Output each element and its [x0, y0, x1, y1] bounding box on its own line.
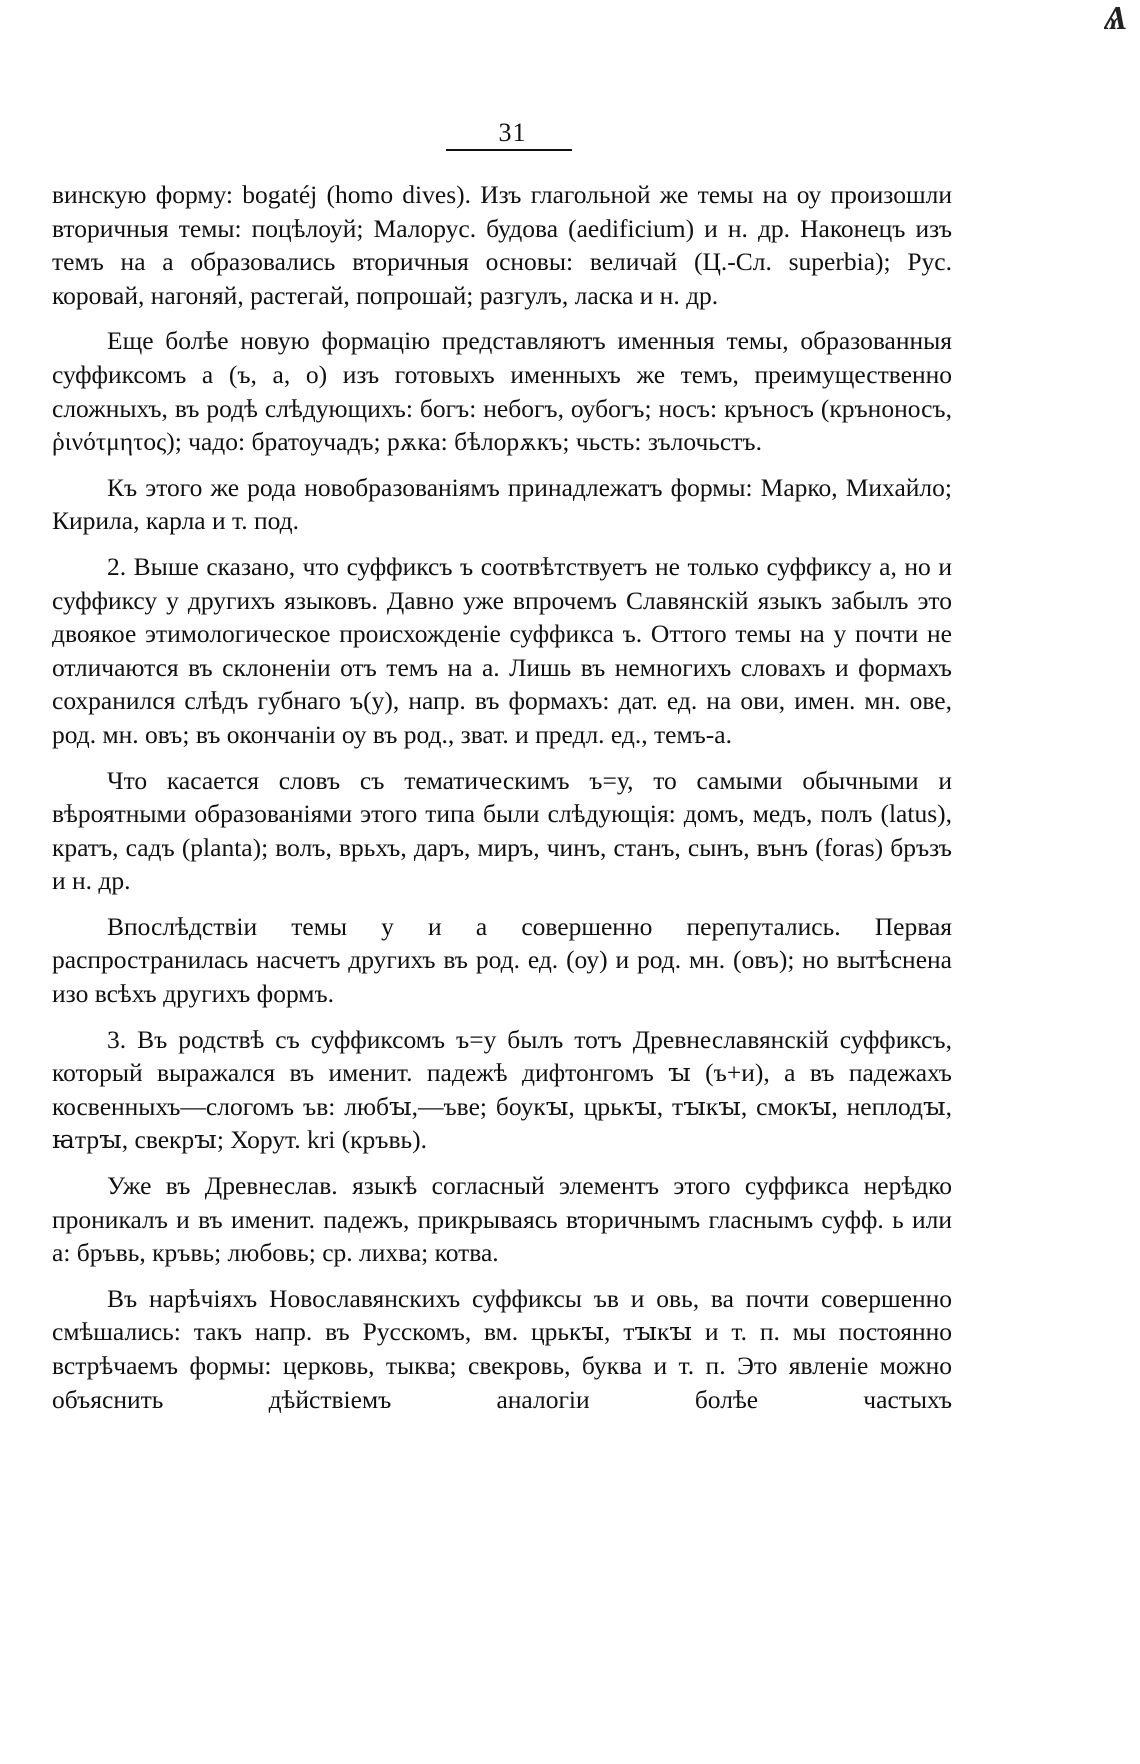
paragraph-8: Уже въ Древнеслав. языкѣ согласный элементъ этого суффикса нерѣдко проникалъ и въ именит. падежъ, прикрываясь вторичнымъ гласнымъ суфф. ь или а: бръвь, кръвь; любовь; ср. лихва; котва. — [52, 1171, 952, 1268]
paragraph-7: 3. Въ родствѣ съ суффиксомъ ъ=у былъ тотъ Древнеславянскій суффиксъ, который выражался въ именит. падежѣ дифтонгомъ ꙑ (ъ+и), а въ падежахъ косвенныхъ—слогомъ ъв: любꙑ,—ъве; боукꙑ, црькꙑ, тꙑкꙑ, смокꙑ, неплодꙑ, ꙗтрꙑ, свекрꙑ; Хорут. kri (кръвь). — [52, 1024, 952, 1155]
page-number: 31 — [498, 118, 527, 147]
paragraph-2: Еще болѣе новую формацію представляютъ именныя темы, образованныя суффиксомъ а (ъ, а, о) изъ готовыхъ именныхъ же темъ, преимущественно сложныхъ, въ родѣ слѣдующихъ: богъ: небогъ, оубогъ; носъ: кръносъ (кръноносъ, ῥινότμητος); чадо: братоучадъ; рѫка: бѣлорѫкъ; чьсть: зълочьстъ. — [52, 326, 952, 457]
corner-mark: Ѧ — [1104, 0, 1127, 37]
paragraph-1: винскую форму: bogatéj (homo dives). Изъ глагольной же темы на оу произошли вторичныя темы: поцѣлоуй; Малорус. будова (aedificium) и н. др. Наконецъ изъ темъ на а образовались вторичныя основы: величай (Ц.-Сл. superbia); Рус. коровай, нагоняй, растегай, попрошай; разгулъ, ласка и н. др. — [52, 180, 952, 310]
paragraph-5: Что касается словъ съ тематическимъ ъ=у, то самыми обычными и вѣроятными образованіями этого типа были слѣдующія: домъ, медъ, полъ (latus), кратъ, садъ (planta); волъ, врьхъ, даръ, миръ, чинъ, станъ, сынъ, вънъ (foras) бръзъ и н. др. — [52, 765, 952, 896]
body-text — [52, 178, 952, 1428]
paragraph-6: Впослѣдствіи темы у и а совершенно перепутались. Первая распространилась насчетъ другихъ въ род. ед. (оу) и род. мн. (овъ); но вытѣснена изо всѣхъ другихъ формъ. — [52, 911, 952, 1009]
page-number-rule — [446, 149, 572, 151]
paragraph-9: Въ нарѣчіяхъ Новославянскихъ суффиксы ъв и овь, ва почти совершенно смѣшались: такъ напр. въ Русскомъ, вм. црькꙑ, тꙑкꙑ и т. п. мы постоянно встрѣчаемъ формы: церковь, тыква; свекровь, буква и т. п. Это явленіе можно объяснить дѣйствіемъ аналогіи болѣе частыхъ — [52, 1283, 952, 1414]
paragraph-4: 2. Выше сказано, что суффиксъ ъ соотвѣтствуетъ не только суффиксу а, но и суффиксу у другихъ языковъ. Давно уже впрочемъ Славянскій языкъ забылъ это двоякое этимологическое происхожденіе суффикса ъ. Оттого темы на у почти не отличаются въ склоненіи отъ темъ на а. Лишь въ немногихъ словахъ и формахъ сохранился слѣдъ губнаго ъ(у), напр. въ формахъ: дат. ед. на ови, имен. мн. ове, род. мн. овъ; въ окончаніи оу въ род., зват. и предл. ед., темъ-а. — [52, 551, 952, 749]
paragraph-3: Къ этого же рода новобразованіямъ принадлежатъ формы: Марко, Михайло; Кирила, карла и т. под. — [52, 472, 952, 536]
